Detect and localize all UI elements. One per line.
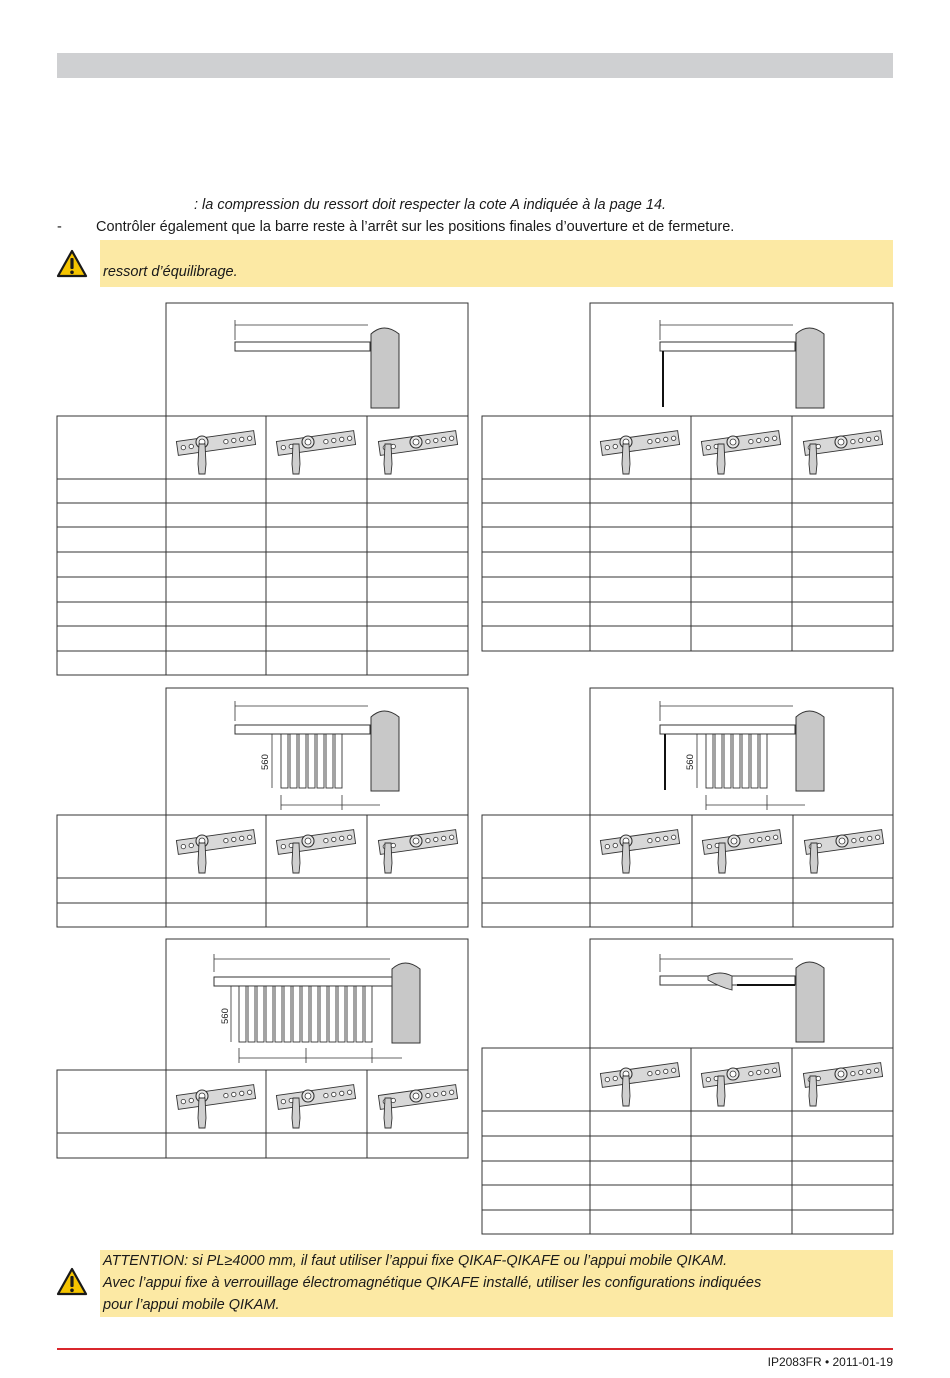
warning-line-2: Avec l’appui fixe à verrouillage électromagnétique QIKAFE installé, utiliser les configurations indiquées: [103, 1275, 762, 1291]
barrier-diagram-1: [235, 320, 399, 408]
barrier-diagram-4: [660, 701, 824, 810]
warning-line-3: pour l’appui mobile QIKAM.: [103, 1297, 280, 1313]
barrier-diagram-2: [660, 320, 824, 408]
dim-label-560: 560: [685, 754, 696, 770]
barrier-check-note: Contrôler également que la barre reste à l’arrêt sur les positions finales d’ouverture et de fermeture.: [96, 219, 735, 235]
warning-triangle-icon: [56, 1267, 88, 1297]
barrier-diagram-5: [214, 954, 420, 1063]
barrier-diagram-6: [660, 954, 824, 1042]
footer-doc-id: IP2083FR • 2011-01-19: [767, 1355, 893, 1369]
barrier-diagram-3: [235, 701, 399, 810]
warning-box-pl4000: [100, 1250, 893, 1317]
dim-label-560: 560: [260, 754, 271, 770]
spring-compression-note: : la compression du ressort doit respecter la cote A indiquée à la page 14.: [194, 197, 667, 213]
bullet-dash: -: [57, 219, 62, 235]
warning-line-1: ATTENTION: si PL≥4000 mm, il faut utiliser l’appui fixe QIKAF-QIKAFE ou l’appui mobile QIKAM.: [103, 1253, 728, 1269]
warning-text-spring: ressort d’équilibrage.: [103, 264, 238, 280]
dim-label-560: 560: [220, 1008, 231, 1024]
footer-rule: [57, 1348, 893, 1350]
